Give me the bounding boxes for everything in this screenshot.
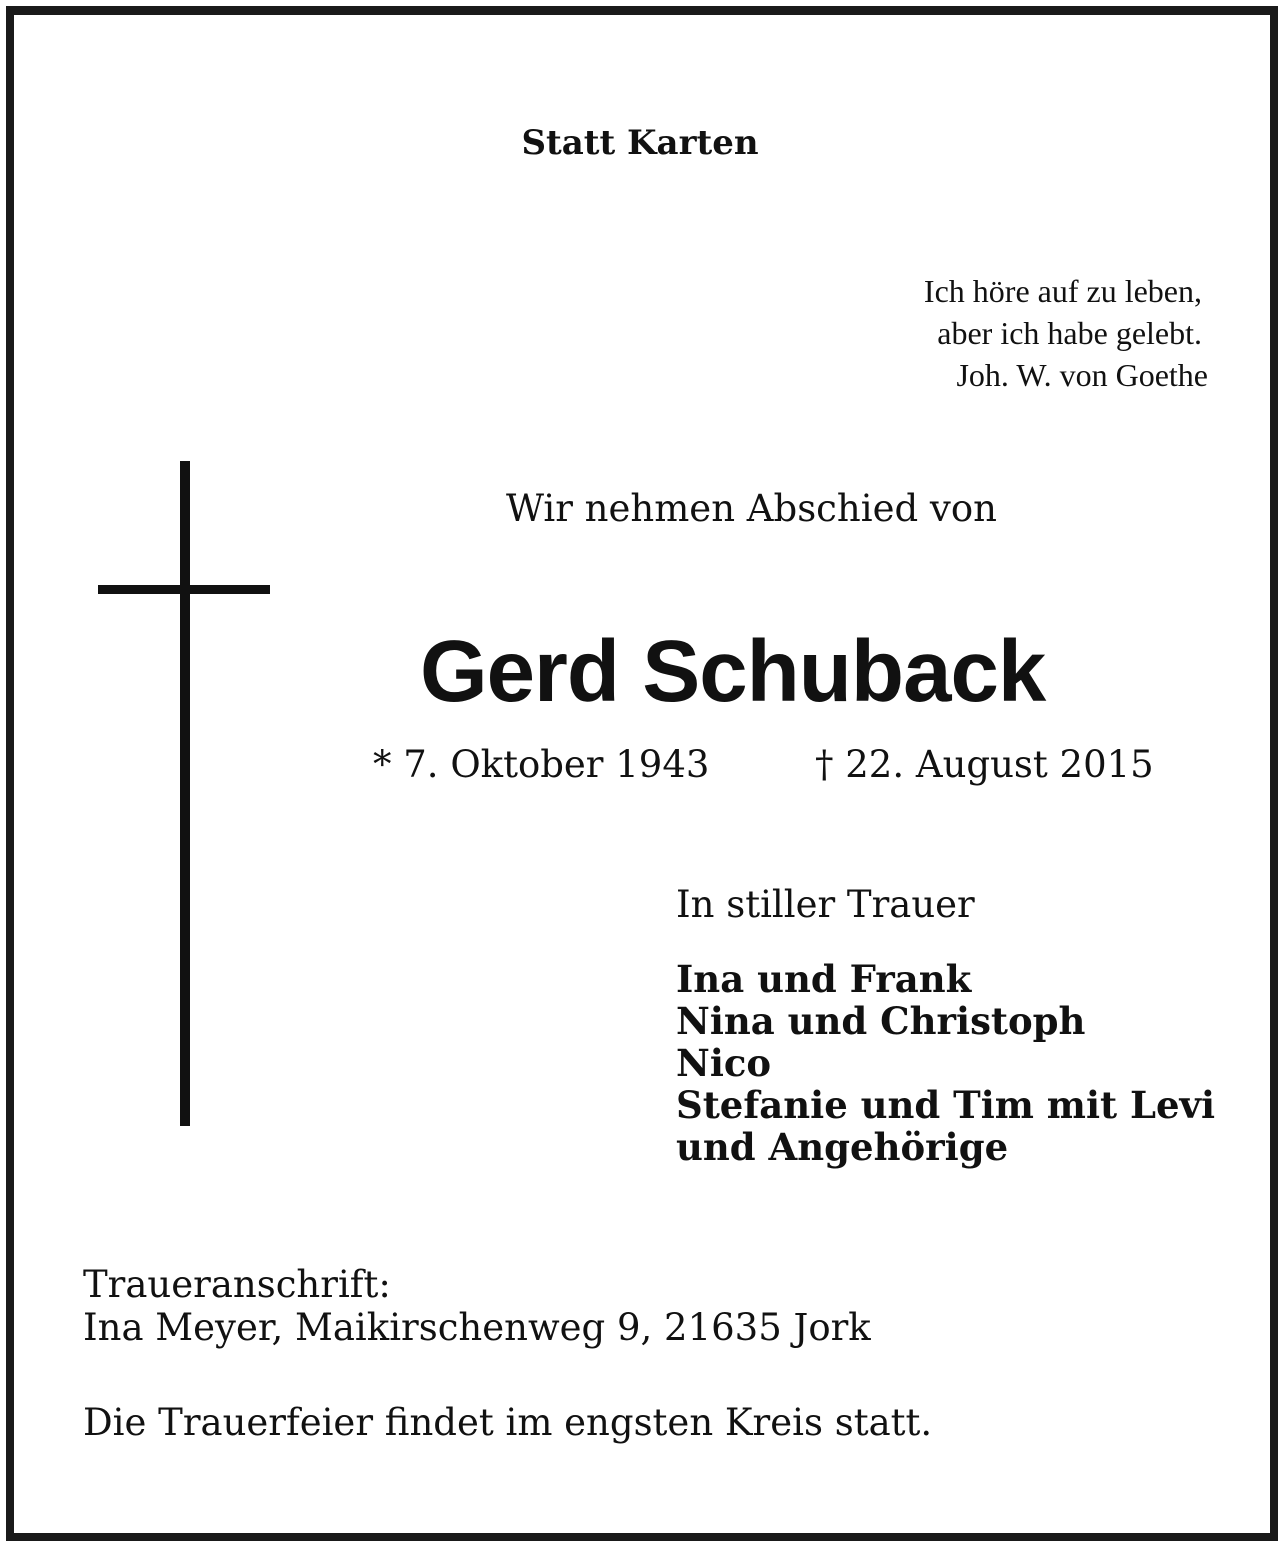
deceased-name: Gerd Schuback [420,623,1046,720]
mourner-entry: Stefanie und Tim mit Levi [676,1083,1216,1127]
quote-line-1: Ich höre auf zu leben, [923,273,1202,309]
cross-horizontal-bar [98,585,270,594]
quote-author: Joh. W. von Goethe [956,357,1208,393]
goethe-quote [923,270,1208,396]
birth-date: * 7. Oktober 1943 [373,743,710,786]
quote-line-2: aber ich habe gelebt. [937,315,1202,351]
ceremony-note: Die Trauerfeier findet im engsten Kreis statt. [83,1401,933,1444]
cross-vertical-bar [180,461,190,1126]
mourners-list [676,958,1215,1168]
mourner-entry: Nico [676,1041,772,1085]
mourner-entry: und Angehörige [676,1125,1009,1169]
mourner-entry: Ina und Frank [676,957,972,1001]
mourning-line: In stiller Trauer [676,883,975,926]
death-date: † 22. August 2015 [815,743,1154,786]
address-value: Ina Meyer, Maikirschenweg 9, 21635 Jork [83,1306,871,1349]
address-label: Traueranschrift: [83,1263,391,1306]
header-statt-karten: Statt Karten [521,123,759,163]
mourner-entry: Nina und Christoph [676,999,1086,1043]
intro-text: Wir nehmen Abschied von [506,487,997,530]
